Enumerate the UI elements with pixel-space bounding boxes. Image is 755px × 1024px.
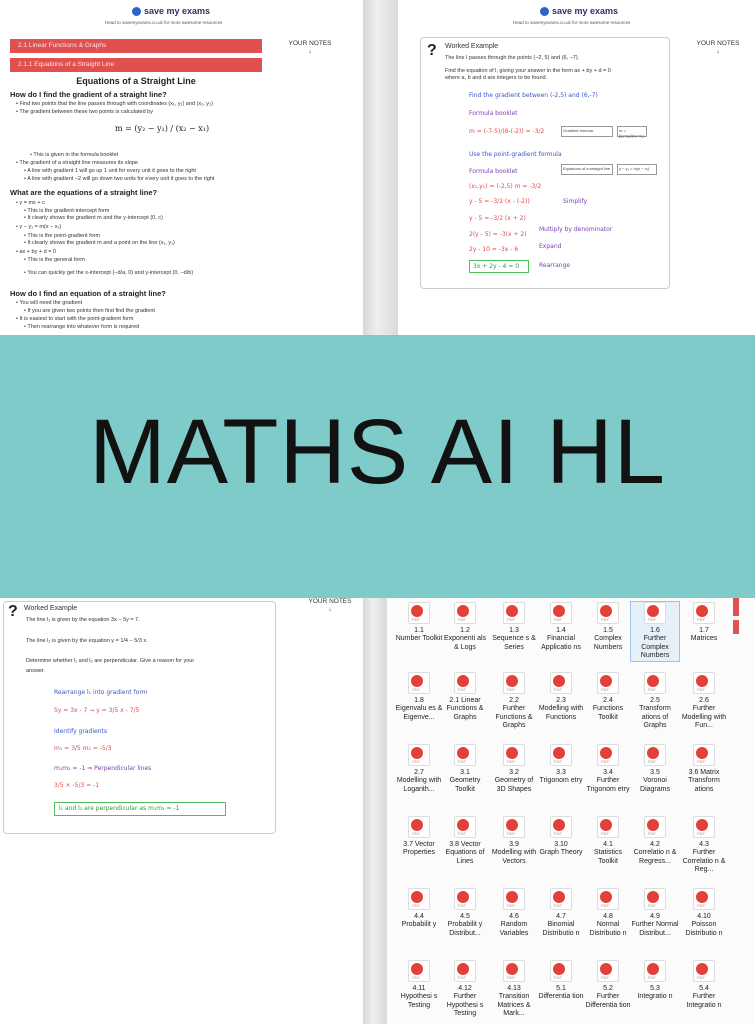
question-text: Determine whether l₁ and l₂ are perpendicular. Give a reason for your — [26, 658, 195, 664]
question-text: The line l₂ is given by the equation y = 1/4 − 5/3 x. — [26, 638, 148, 644]
bullet: • You will need the gradient — [16, 300, 83, 306]
file-label: Further Functions & Graphs — [495, 705, 533, 729]
handwritten-step: Rearrange l₁ into gradient form — [54, 689, 148, 696]
file-label: Complex Numbers — [593, 635, 623, 651]
pdf-file-item[interactable] — [441, 672, 489, 722]
worked-example-title: Worked Example — [24, 605, 78, 612]
pdf-file-item[interactable] — [395, 816, 443, 858]
brand-tagline: Head to savemyexams.co.uk for more awesome resources — [513, 20, 631, 25]
file-number: 4.9 — [650, 913, 660, 920]
handwritten-working: 5y = 3x - 7 → y = 3/5 x - 7/5 — [54, 707, 140, 714]
pdf-file-item[interactable] — [631, 960, 679, 1002]
question-text: Find the equation of l, giving your answer in the form ax + by + d = 0 — [445, 68, 611, 74]
pdf-file-icon — [550, 888, 572, 910]
file-number: 3.1 — [460, 769, 470, 776]
pdf-file-icon — [550, 744, 572, 766]
file-number: 2.1 Linear — [449, 697, 481, 704]
file-number: 4.11 — [412, 985, 426, 992]
file-label: Financial Applicatio ns — [541, 635, 581, 651]
pdf-file-item[interactable] — [441, 816, 489, 866]
page-gap — [363, 598, 387, 1024]
file-number: 3.6 Matrix — [688, 769, 720, 776]
pdf-file-icon — [408, 960, 430, 982]
file-label: Statistics Toolkit — [593, 849, 622, 865]
pdf-file-icon — [597, 602, 619, 624]
file-number: 4.1 — [603, 841, 613, 848]
pdf-file-item[interactable] — [490, 602, 538, 652]
file-label: Sequence s & Series — [492, 635, 536, 651]
file-number: 2.2 — [509, 697, 519, 704]
pdf-file-icon — [408, 816, 430, 838]
formula-snippet: Gradient formula — [561, 126, 613, 137]
formula-snippet: Equations of a straight line — [561, 164, 613, 175]
pdf-file-item[interactable] — [584, 888, 632, 938]
file-label: Functions Toolkit — [592, 705, 624, 721]
pdf-file-item[interactable] — [395, 602, 443, 644]
logo-icon — [132, 7, 141, 16]
pdf-file-icon — [550, 816, 572, 838]
bullet: • This is given in the formula booklet — [30, 152, 119, 158]
pdf-file-icon — [693, 602, 715, 624]
file-label: Modelling with Vectors — [491, 849, 537, 865]
pdf-file-icon — [503, 816, 525, 838]
file-number: 4.3 — [699, 841, 709, 848]
pdf-file-grid — [387, 598, 755, 1024]
file-number: 3.2 — [509, 769, 519, 776]
pdf-file-item[interactable] — [537, 672, 585, 722]
subsection-bar: 2.1.1 Equations of a Straight Line — [10, 58, 262, 72]
pdf-file-item[interactable] — [537, 888, 585, 938]
pdf-file-item[interactable] — [441, 744, 489, 794]
question-mark-icon: ? — [427, 42, 437, 59]
bullet: • A line with gradient −2 will go down two units for every unit it goes to the right — [24, 176, 215, 182]
file-label: Integratio n — [637, 993, 673, 1000]
question-heading: What are the equations of a straight line? — [10, 188, 158, 197]
file-number: 1.3 — [509, 627, 519, 634]
bullet: • A line with gradient 1 will go up 1 unit for every unit it goes to the right — [24, 168, 196, 174]
file-number: 4.7 — [556, 913, 566, 920]
pdf-file-item[interactable] — [631, 816, 679, 866]
file-label: Normal Distributio n — [589, 921, 627, 937]
bullet: • This is the general form — [24, 257, 85, 263]
bullet: • It clearly shows the gradient m and a point on the line (x₁, y₁) — [24, 240, 175, 246]
file-label: Probabilit y Distribut... — [447, 921, 483, 937]
pdf-file-icon — [454, 816, 476, 838]
brand-logo: save my exams — [540, 6, 618, 16]
pdf-file-icon — [503, 744, 525, 766]
question-text: The line l₁ is given by the equation 3x − 5y = 7. — [26, 617, 140, 623]
pdf-file-item[interactable] — [441, 960, 489, 1019]
bullet: • If you are given two points then first find the gradient — [24, 308, 155, 314]
worked-example-page-2 — [0, 598, 363, 1024]
pdf-file-item[interactable] — [584, 602, 632, 652]
pdf-file-icon — [454, 672, 476, 694]
arrow-down-icon: ↓ — [308, 48, 312, 55]
file-label: Geometry of 3D Shapes — [494, 777, 534, 793]
pdf-file-item[interactable] — [680, 816, 728, 875]
file-number: 2.3 — [556, 697, 566, 704]
logo-icon — [540, 7, 549, 16]
file-number: 1.7 — [699, 627, 709, 634]
question-heading: How do I find the gradient of a straight line? — [10, 90, 167, 99]
pdf-file-icon — [408, 744, 430, 766]
your-notes-label: YOUR NOTES ↓ — [308, 598, 352, 613]
bullet: • It clearly shows the gradient m and the y-intercept (0, c) — [24, 215, 163, 221]
pdf-file-icon — [693, 672, 715, 694]
file-label: Further Modelling with Fun... — [681, 705, 727, 729]
handwritten-working: 2(y - 5) = -3(x + 2) — [469, 231, 527, 238]
bullet: • The gradient between these two points is calculated by — [16, 109, 153, 115]
scrollbar-marker[interactable] — [733, 620, 739, 634]
handwritten-working: m₁ = 3/5 m₂ = -5/3 — [54, 745, 112, 752]
worked-example-box — [420, 37, 670, 289]
notes-page-straight-line — [0, 0, 363, 335]
file-number: 5.2 — [603, 985, 613, 992]
bullet: • The gradient of a straight line measures its slope — [16, 160, 138, 166]
file-number: 4.2 — [650, 841, 660, 848]
file-number: 1.5 — [603, 627, 613, 634]
file-label: Random Variables — [499, 921, 529, 937]
file-number: 1.4 — [556, 627, 566, 634]
pdf-file-item[interactable] — [395, 888, 443, 930]
worked-example-page-1 — [398, 0, 755, 335]
file-number: 4.10 — [697, 913, 711, 920]
file-number: 4.8 — [603, 913, 613, 920]
bullet: • This is the point-gradient form — [24, 233, 101, 239]
your-notes-label: YOUR NOTES ↓ — [288, 40, 332, 55]
file-label: Further Correlatio n & Reg... — [682, 849, 726, 873]
file-number: 4.4 — [414, 913, 424, 920]
handwritten-step: Use the point-gradient formula — [469, 151, 562, 158]
file-number: 2.6 — [699, 697, 709, 704]
pdf-file-icon — [693, 816, 715, 838]
handwritten-note: Expand — [539, 243, 562, 250]
arrow-down-icon: ↓ — [328, 606, 332, 613]
bullet: • This is the gradient-intercept form — [24, 208, 110, 214]
file-number: 1.6 — [650, 627, 660, 634]
file-number: 3.7 Vector — [403, 841, 435, 848]
worked-example-box — [3, 601, 276, 834]
file-number: 4.6 — [509, 913, 519, 920]
file-label: Further Complex Numbers — [640, 635, 670, 659]
file-number: 2.4 — [603, 697, 613, 704]
pdf-file-item[interactable] — [680, 744, 728, 794]
question-heading: How do I find an equation of a straight line? — [10, 289, 166, 298]
file-number: 2.7 — [414, 769, 424, 776]
bullet: • You can quickly get the x-intercept (−d/a, 0) and y-intercept (0, −d/b) — [24, 270, 194, 276]
file-label: Eigenvalu es & Eigenve... — [395, 705, 443, 721]
handwritten-note: Rearrange — [539, 262, 571, 269]
answer-box — [469, 260, 529, 273]
scrollbar-marker[interactable] — [733, 598, 739, 616]
pdf-file-item[interactable] — [490, 816, 538, 866]
pdf-file-icon — [550, 602, 572, 624]
pdf-file-item[interactable] — [680, 672, 728, 731]
final-answer: l₁ and l₂ are perpendicular as m₁m₂ = -1 — [59, 805, 180, 812]
file-label: Voronoi Diagrams — [640, 777, 670, 793]
handwritten-working: 2y - 10 = -3x - 6 — [469, 246, 519, 253]
file-label: Binomial Distributio n — [542, 921, 580, 937]
banner-title: MATHS AI HL — [89, 401, 666, 503]
pdf-file-icon — [644, 672, 666, 694]
pdf-file-icon — [597, 672, 619, 694]
question-text: where a, b and d are integers to be found. — [445, 75, 548, 81]
your-notes-label: YOUR NOTES ↓ — [696, 40, 740, 55]
bullet: • Find two points that the line passes through with coordinates (x₁, y₁) and (x₂, y₂) — [16, 101, 213, 107]
pdf-file-item[interactable] — [631, 672, 679, 731]
pdf-file-icon — [693, 888, 715, 910]
pdf-file-icon — [503, 960, 525, 982]
file-number: 3.5 — [650, 769, 660, 776]
file-label: Further Integratio n — [686, 993, 722, 1009]
file-label: Transition Matrices & Mark... — [497, 993, 531, 1017]
pdf-file-icon — [644, 888, 666, 910]
handwritten-working: (x₁,y₁) = (-2,5) m = -3/2 — [469, 183, 542, 190]
file-label: Further Hypothesi s Testing — [446, 993, 484, 1017]
bullet: • ax + by + d = 0 — [16, 249, 56, 255]
pdf-file-icon — [408, 602, 430, 624]
worked-example-title: Worked Example — [445, 43, 499, 50]
file-label: Trigonom etry — [539, 777, 583, 784]
file-label: Matrices — [690, 635, 718, 642]
pdf-file-item[interactable] — [584, 744, 632, 794]
file-number: 2.5 — [650, 697, 660, 704]
file-label: Functions & Graphs — [446, 705, 484, 721]
file-number: 3.9 — [509, 841, 519, 848]
handwritten-working: y - 5 = -3/2 (x - (-2)) — [469, 198, 530, 205]
file-label: Exponenti als & Logs — [443, 635, 487, 651]
bullet: • y = mx + c — [16, 200, 45, 206]
file-number: 3.10 — [554, 841, 568, 848]
section-bar: 2.1 Linear Functions & Graphs — [10, 39, 262, 53]
page-heading: Equations of a Straight Line — [76, 76, 196, 86]
pdf-file-icon — [503, 672, 525, 694]
pdf-file-icon — [503, 602, 525, 624]
file-label: Modelling with Logarith... — [396, 777, 442, 793]
file-number: 5.1 — [556, 985, 566, 992]
pdf-file-item[interactable] — [395, 744, 443, 794]
bullet: • It is easiest to start with the point-gradient form — [16, 316, 134, 322]
file-number: 3.3 — [556, 769, 566, 776]
pdf-file-item[interactable] — [537, 744, 585, 786]
file-number: 4.13 — [507, 985, 521, 992]
file-number: 3.4 — [603, 769, 613, 776]
pdf-file-icon — [597, 744, 619, 766]
file-label: Transform ations of Graphs — [639, 705, 671, 729]
file-number: 4.12 — [458, 985, 472, 992]
brand-logo: save my exams — [132, 6, 210, 16]
file-label: Further Trigonom etry — [586, 777, 630, 793]
pdf-file-item[interactable] — [490, 960, 538, 1019]
gradient-formula: m = (y₂ − y₁) / (x₂ − x₁) — [115, 124, 210, 133]
pdf-file-item[interactable] — [441, 602, 489, 652]
formula-snippet: m = (y₂−y₁)/(x₂−x₁) — [617, 126, 647, 137]
file-label: Modelling with Functions — [538, 705, 584, 721]
pdf-file-item[interactable] — [680, 602, 728, 644]
pdf-file-icon — [597, 960, 619, 982]
pdf-file-item[interactable] — [680, 888, 728, 938]
file-label: Probabilit y — [401, 921, 437, 928]
handwritten-note: Multiply by denominator — [539, 226, 613, 233]
file-label: Differentia tion — [538, 993, 584, 1000]
pdf-file-item[interactable] — [490, 888, 538, 938]
pdf-file-icon — [503, 888, 525, 910]
file-label: Poisson Distributio n — [685, 921, 723, 937]
file-label: Geometry Toolkit — [449, 777, 481, 793]
pdf-file-item[interactable] — [395, 960, 443, 1010]
pdf-file-item[interactable] — [631, 744, 679, 794]
pdf-file-icon — [550, 960, 572, 982]
handwritten-working: m = (-7-5)/(6-(-2)) = -3/2 — [469, 128, 545, 135]
pdf-file-icon — [597, 816, 619, 838]
pdf-file-item[interactable] — [584, 816, 632, 866]
file-label: Further Differentia tion — [585, 993, 631, 1009]
handwritten-note: Simplify — [563, 198, 588, 205]
pdf-file-icon — [408, 888, 430, 910]
brand-tagline: Head to savemyexams.co.uk for more awesome resources — [105, 20, 223, 25]
pdf-file-item[interactable] — [631, 602, 679, 661]
question-text: answer. — [26, 668, 45, 674]
pdf-file-item[interactable] — [441, 888, 489, 938]
handwritten-note: m₁m₂ = -1 ⇒ Perpendicular lines — [54, 765, 152, 772]
pdf-file-icon — [454, 744, 476, 766]
handwritten-step: Identify gradients — [54, 728, 107, 735]
pdf-file-icon — [693, 960, 715, 982]
file-number: 4.5 — [460, 913, 470, 920]
pdf-file-item[interactable] — [584, 672, 632, 722]
file-label: Hypothesi s Testing — [400, 993, 438, 1009]
pdf-file-item[interactable] — [680, 960, 728, 1010]
file-label: Correlatio n & Regress... — [633, 849, 677, 865]
question-text: The line l passes through the points (−2, 5) and (6, −7). — [445, 55, 580, 61]
final-answer: 3x + 2y - 4 = 0 — [473, 263, 520, 270]
pdf-file-icon — [644, 602, 666, 624]
answer-box — [54, 802, 226, 816]
page-gap — [363, 0, 398, 335]
file-number: 1.2 — [460, 627, 470, 634]
pdf-file-item[interactable] — [490, 672, 538, 731]
file-label: Transform ations — [688, 777, 720, 793]
file-number: 1.1 — [414, 627, 424, 634]
handwritten-note: Formula booklet — [469, 168, 518, 175]
pdf-file-icon — [408, 672, 430, 694]
file-label: Equations of Lines — [445, 849, 485, 865]
file-number: 1.8 — [414, 697, 424, 704]
pdf-file-icon — [693, 744, 715, 766]
pdf-file-icon — [550, 672, 572, 694]
pdf-file-icon — [454, 960, 476, 982]
pdf-file-icon — [454, 602, 476, 624]
pdf-file-item[interactable] — [537, 602, 585, 652]
formula-snippet: y − y₁ = m(x − x₁) — [617, 164, 657, 175]
file-label: Further Normal Distribut... — [631, 921, 679, 937]
handwritten-working: 3/5 × -5/3 = -1 — [54, 782, 100, 789]
pdf-file-item[interactable] — [537, 960, 585, 1002]
file-number: 3.8 Vector — [449, 841, 481, 848]
pdf-file-item[interactable] — [584, 960, 632, 1010]
arrow-down-icon: ↓ — [716, 48, 720, 55]
handwritten-working: y - 5 = -3/2 (x + 2) — [469, 215, 526, 222]
pdf-file-item[interactable] — [537, 816, 585, 858]
pdf-file-item[interactable] — [395, 672, 443, 722]
pdf-file-icon — [644, 816, 666, 838]
handwritten-step: Find the gradient between (-2,5) and (6,-7) — [469, 92, 598, 99]
pdf-file-icon — [597, 888, 619, 910]
question-mark-icon: ? — [8, 603, 18, 620]
pdf-file-icon — [454, 888, 476, 910]
pdf-file-icon — [644, 960, 666, 982]
pdf-file-item[interactable] — [631, 888, 679, 938]
file-label: Graph Theory — [539, 849, 583, 856]
bullet: • y − y₁ = m(x − x₁) — [16, 224, 62, 230]
pdf-file-icon — [644, 744, 666, 766]
file-label: Number Toolkit — [395, 635, 443, 642]
file-number: 5.4 — [699, 985, 709, 992]
bullet: • Then rearrange into whatever form is required — [24, 324, 140, 330]
file-number: 5.3 — [650, 985, 660, 992]
file-label: Properties — [403, 849, 435, 856]
handwritten-note: Formula booklet — [469, 110, 518, 117]
pdf-file-item[interactable] — [490, 744, 538, 794]
